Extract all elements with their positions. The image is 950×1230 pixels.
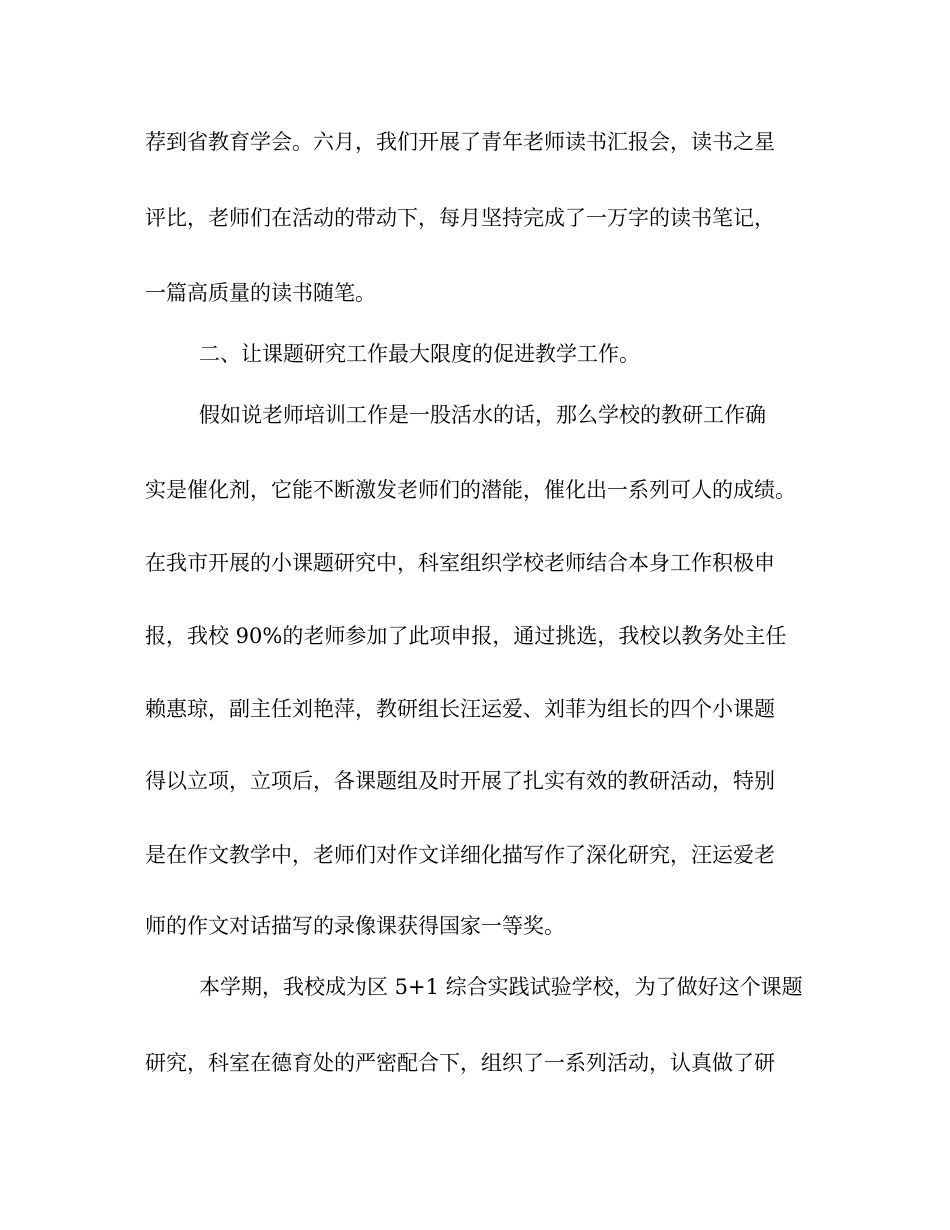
text-line-9: 赖惠琼，副主任刘艳萍，教研组长汪运爱、刘菲为组长的四个小课题 xyxy=(145,697,775,721)
text-line-12: 师的作文对话描写的录像课获得国家一等奖。 xyxy=(145,914,565,938)
text-line-3: 一篇高质量的读书随笔。 xyxy=(145,281,376,305)
text-line-7: 在我市开展的小课题研究中，科室组织学校老师结合本身工作积极申 xyxy=(145,551,775,575)
text-line-6: 实是催化剂，它能不断激发老师们的潜能，催化出一系列可人的成绩。 xyxy=(145,478,796,502)
text-line-11: 是在作文教学中，老师们对作文详细化描写作了深化研究，汪运爱老 xyxy=(145,843,775,867)
text-line-14: 研究，科室在德育处的严密配合下，组织了一系列活动，认真做了研 xyxy=(145,1051,775,1075)
text-line-13: 本学期，我校成为区 5+1 综合实践试验学校，为了做好这个课题 xyxy=(199,975,803,999)
text-line-8: 报，我校 90%的老师参加了此项申报，通过挑选，我校以教务处主任 xyxy=(145,624,787,648)
text-line-1: 荐到省教育学会。六月，我们开展了青年老师读书汇报会，读书之星 xyxy=(145,130,775,154)
text-line-5: 假如说老师培训工作是一股活水的话，那么学校的教研工作确 xyxy=(199,403,766,427)
text-line-10: 得以立项，立项后，各课题组及时开展了扎实有效的教研活动，特别 xyxy=(145,769,775,793)
section-heading: 二、让课题研究工作最大限度的促进教学工作。 xyxy=(199,342,640,366)
text-line-2: 评比，老师们在活动的带动下，每月坚持完成了一万字的读书笔记， xyxy=(145,206,775,230)
